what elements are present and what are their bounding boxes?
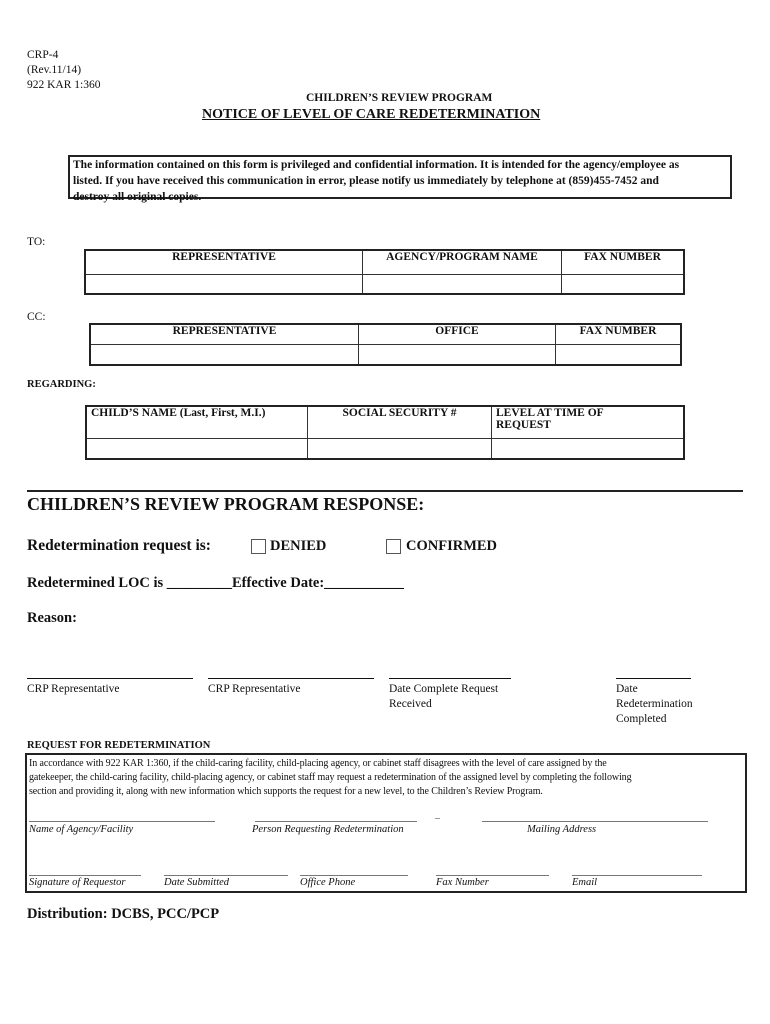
date-received-label-line-1: Date Complete Request <box>389 683 499 695</box>
date-submitted-label: Date Submitted <box>164 877 230 888</box>
form-id: CRP-4 <box>27 49 59 61</box>
page-title: NOTICE OF LEVEL OF CARE REDETERMINATION <box>202 107 541 122</box>
confirmed-label: CONFIRMED <box>406 538 498 554</box>
regarding-col-level-line-1: LEVEL AT TIME OF <box>496 407 604 419</box>
regarding-col-ssn: SOCIAL SECURITY # <box>308 406 492 438</box>
cc-office-field[interactable] <box>359 344 556 365</box>
date-completed-label <box>616 682 693 727</box>
to-label: TO: <box>27 236 46 248</box>
date-received-line[interactable] <box>389 678 511 679</box>
regarding-col-child-name: CHILD’S NAME (Last, First, M.I.) <box>86 406 308 438</box>
distribution-line: Distribution: DCBS, PCC/PCP <box>27 906 220 922</box>
cc-label: CC: <box>27 311 46 323</box>
denied-checkbox[interactable] <box>251 539 266 554</box>
mailing-address-line[interactable] <box>482 821 708 822</box>
child-name-field[interactable] <box>86 438 308 459</box>
cc-table <box>89 323 682 366</box>
form-revision: (Rev.11/14) <box>27 64 82 76</box>
level-field[interactable] <box>492 438 685 459</box>
crp-signature-line-1[interactable] <box>27 678 193 679</box>
to-table <box>84 249 685 295</box>
person-requesting-line[interactable] <box>255 821 417 822</box>
request-heading: REQUEST FOR REDETERMINATION <box>27 740 211 751</box>
date-completed-label-line-2: Redetermination <box>616 698 693 710</box>
request-text-line-1: In accordance with 922 KAR 1:360, if the child-caring facility, child-placing agency, or cabinet staff disagrees with the level of care assigned by the <box>29 758 607 769</box>
request-text <box>29 757 745 799</box>
separator-dash: _ <box>435 809 440 820</box>
office-phone-line[interactable] <box>300 875 408 876</box>
crp-rep-label-2: CRP Representative <box>208 683 301 695</box>
notice-line-1: The information contained on this form is privileged and confidential information. It is intended for the agency/employee as <box>73 159 680 171</box>
redetermination-label: Redetermination request is: <box>27 537 211 554</box>
ssn-field[interactable] <box>308 438 492 459</box>
date-received-label-line-2: Received <box>389 698 432 710</box>
section-divider <box>27 490 743 492</box>
fax-number-line[interactable] <box>436 875 549 876</box>
confidentiality-notice <box>68 155 732 203</box>
regarding-col-level <box>492 406 685 438</box>
fax-number-label: Fax Number <box>436 877 489 888</box>
agency-name-label: Name of Agency/Facility <box>29 824 134 835</box>
notice-line-2: listed. If you have received this communication in error, please notify us immediately by telephone at (859)455-7452 and <box>73 175 659 187</box>
agency-name-line[interactable] <box>29 821 215 822</box>
signature-line[interactable] <box>29 875 141 876</box>
date-completed-label-line-1: Date <box>616 683 638 695</box>
cc-representative-field[interactable] <box>90 344 359 365</box>
crp-rep-label-1: CRP Representative <box>27 683 120 695</box>
crp-signature-line-2[interactable] <box>208 678 374 679</box>
email-label: Email <box>572 877 598 888</box>
office-phone-label: Office Phone <box>300 877 356 888</box>
to-agency-field[interactable] <box>363 274 562 294</box>
date-completed-label-line-3: Completed <box>616 713 667 725</box>
date-received-label <box>389 682 498 712</box>
to-col-agency: AGENCY/PROGRAM NAME <box>363 250 562 274</box>
redetermined-loc-line[interactable]: Redetermined LOC is _________Effective Date:___________ <box>27 575 404 591</box>
signature-label: Signature of Requestor <box>29 877 126 888</box>
to-col-fax: FAX NUMBER <box>562 250 685 274</box>
denied-label: DENIED <box>270 538 327 554</box>
regarding-label: REGARDING: <box>27 379 96 390</box>
regarding-table <box>85 405 685 460</box>
to-representative-field[interactable] <box>85 274 363 294</box>
regarding-col-level-line-2: REQUEST <box>496 419 551 431</box>
form-regulation: 922 KAR 1:360 <box>27 79 101 91</box>
response-heading: CHILDREN’S REVIEW PROGRAM RESPONSE: <box>27 494 425 514</box>
cc-col-office: OFFICE <box>359 324 556 344</box>
request-text-line-2: gatekeeper, the child-caring facility, child-placing agency, or cabinet staff may request a redetermination of the assigned level by completing the following <box>29 772 632 783</box>
confirmed-checkbox[interactable] <box>386 539 401 554</box>
email-line[interactable] <box>572 875 702 876</box>
reason-label: Reason: <box>27 610 77 626</box>
request-text-line-3: section and providing it, along with new information which supports the request for a new level, to the Children’s Review Program. <box>29 786 543 797</box>
request-box <box>25 753 747 893</box>
to-col-representative: REPRESENTATIVE <box>85 250 363 274</box>
date-completed-line[interactable] <box>616 678 691 679</box>
notice-line-3: destroy all original copies. <box>73 191 202 203</box>
person-requesting-label: Person Requesting Redetermination <box>252 824 404 835</box>
cc-fax-field[interactable] <box>556 344 682 365</box>
mailing-address-label: Mailing Address <box>527 824 597 835</box>
cc-col-representative: REPRESENTATIVE <box>90 324 359 344</box>
cc-col-fax: FAX NUMBER <box>556 324 682 344</box>
to-fax-field[interactable] <box>562 274 685 294</box>
date-submitted-line[interactable] <box>164 875 288 876</box>
program-name: CHILDREN’S REVIEW PROGRAM <box>306 92 493 104</box>
